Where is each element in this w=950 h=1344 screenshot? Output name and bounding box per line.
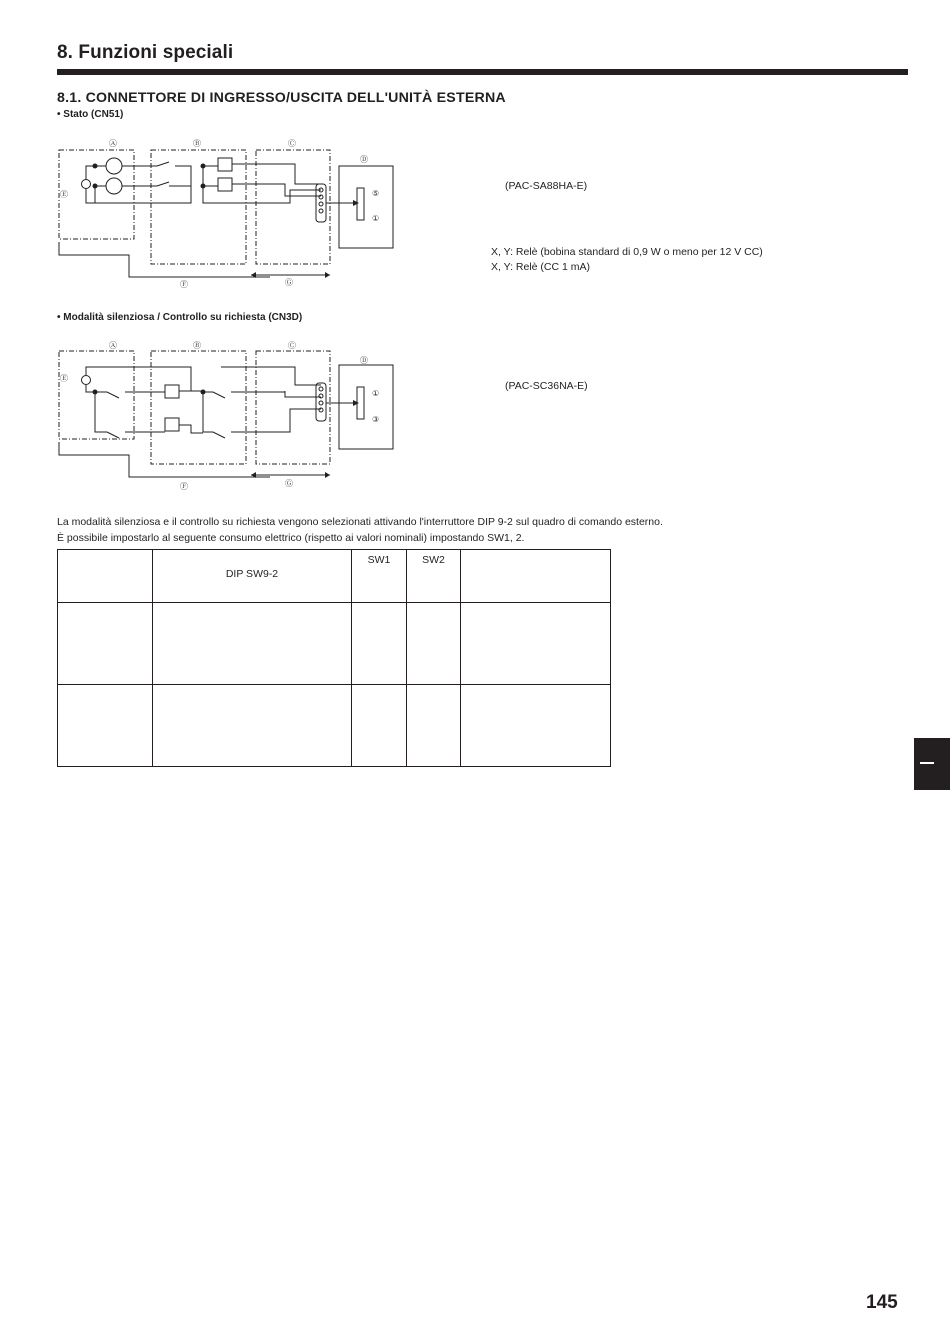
table-header-cell	[461, 550, 611, 603]
diagram2-subtitle: • Modalità silenziosa / Controllo su richiesta (CN3D)	[57, 312, 303, 323]
table-header-sw1: SW1	[352, 550, 407, 603]
language-side-tab	[914, 738, 950, 790]
table-header-sw2: SW2	[407, 550, 461, 603]
label-g: Ⓖ	[285, 278, 293, 287]
label-d: Ⓓ	[360, 356, 368, 365]
page-number: 145	[866, 1292, 898, 1313]
table-row	[58, 603, 611, 685]
label-f: Ⓕ	[180, 280, 188, 289]
label-d: Ⓓ	[360, 155, 368, 164]
label-a: Ⓐ	[109, 341, 117, 350]
table-header-cell	[58, 550, 153, 603]
pin-bottom: ③	[372, 415, 380, 424]
table-header-dip: DIP SW9-2	[153, 550, 352, 603]
pin-bottom: ①	[372, 214, 380, 223]
chapter-title: 8. Funzioni speciali	[57, 42, 234, 63]
label-e: Ⓔ	[60, 374, 68, 383]
body-text-line2: È possibile impostarlo al seguente consumo elettrico (rispetto ai valori nominali) impostando SW1, 2.	[57, 532, 525, 544]
label-b: Ⓑ	[193, 341, 201, 350]
diagram1-note1: X, Y: Relè (bobina standard di 0,9 W o meno per 12 V CC)	[491, 246, 763, 258]
label-a: Ⓐ	[109, 139, 117, 148]
diagram1-note2: X, Y: Relè (CC 1 mA)	[491, 261, 591, 273]
body-text-line1: La modalità silenziosa e il controllo su richiesta vengono selezionati attivando l'interruttore DIP 9-2 sul quadro di comando esterno.	[57, 516, 663, 528]
pin-top: ⑤	[372, 189, 380, 198]
diagram1-model: (PAC-SA88HA-E)	[505, 180, 588, 192]
label-e: Ⓔ	[60, 190, 68, 199]
pin-top: ①	[372, 389, 380, 398]
label-c: Ⓒ	[288, 341, 296, 350]
label-c: Ⓒ	[288, 139, 296, 148]
label-f: Ⓕ	[180, 482, 188, 491]
section-title: 8.1. CONNETTORE DI INGRESSO/USCITA DELL'UNITÀ ESTERNA	[57, 90, 506, 106]
diagram1-subtitle: • Stato (CN51)	[57, 109, 124, 120]
label-b: Ⓑ	[193, 139, 201, 148]
side-tab-mark	[920, 762, 934, 764]
table-header-row	[58, 550, 611, 603]
chapter-rule	[57, 69, 908, 75]
table-row	[58, 685, 611, 767]
label-g: Ⓖ	[285, 479, 293, 488]
diagram2-wiring	[55, 335, 400, 495]
diagram1-wiring	[55, 134, 400, 294]
diagram2-model: (PAC-SC36NA-E)	[505, 380, 588, 392]
dip-settings-table	[57, 549, 611, 767]
